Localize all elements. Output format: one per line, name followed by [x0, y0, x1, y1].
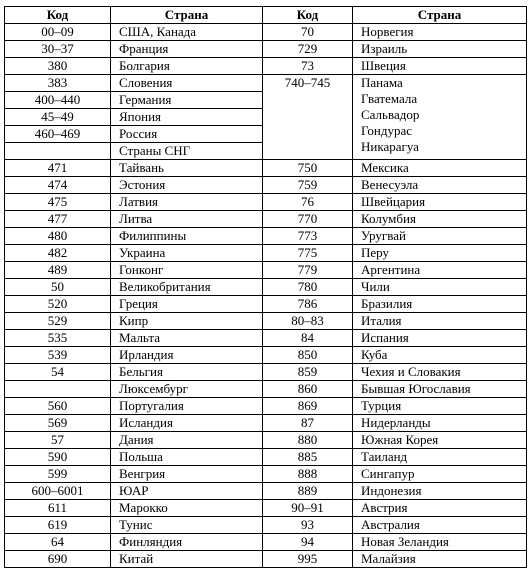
right-country-cell: Малайзия: [353, 551, 527, 568]
left-country-cell: Германия: [111, 92, 263, 109]
right-code-cell: 94: [263, 534, 353, 551]
right-code-cell: 850: [263, 347, 353, 364]
right-country-cell: Венесуэла: [353, 177, 527, 194]
right-code-cell: 90–91: [263, 500, 353, 517]
left-code-cell: 489: [5, 262, 111, 279]
table-row: [5, 262, 527, 279]
right-country-cell: Италия: [353, 313, 527, 330]
table-row: [5, 551, 527, 568]
left-country-cell: Тунис: [111, 517, 263, 534]
table-row: [5, 466, 527, 483]
right-code-cell: 729: [263, 41, 353, 58]
left-country-cell: Португалия: [111, 398, 263, 415]
left-country-cell: Венгрия: [111, 466, 263, 483]
right-code-cell: 84: [263, 330, 353, 347]
left-country-cell: Латвия: [111, 194, 263, 211]
table-row: [5, 313, 527, 330]
table-row: [5, 177, 527, 194]
left-country-cell: Франция: [111, 41, 263, 58]
right-country-cell: Австрия: [353, 500, 527, 517]
right-code-cell: 880: [263, 432, 353, 449]
left-code-cell: 471: [5, 160, 111, 177]
left-code-cell: 529: [5, 313, 111, 330]
right-group-country-cell: [353, 75, 527, 160]
right-country-cell: Чехия и Словакия: [353, 364, 527, 381]
left-country-cell: США, Канада: [111, 24, 263, 41]
left-code-cell: 380: [5, 58, 111, 75]
left-code-cell: 50: [5, 279, 111, 296]
table-row: [5, 347, 527, 364]
left-country-cell: Кипр: [111, 313, 263, 330]
right-code-cell: 889: [263, 483, 353, 500]
table-row: [5, 517, 527, 534]
table-row: [5, 75, 527, 92]
table-row: [5, 364, 527, 381]
left-code-cell: 539: [5, 347, 111, 364]
right-code-cell: 93: [263, 517, 353, 534]
left-country-cell: Люксембург: [111, 381, 263, 398]
left-country-cell: Украина: [111, 245, 263, 262]
left-code-cell: 45–49: [5, 109, 111, 126]
table-row: [5, 24, 527, 41]
left-code-cell: 00–09: [5, 24, 111, 41]
left-country-cell: Великобритания: [111, 279, 263, 296]
left-code-cell: [5, 143, 111, 160]
right-code-cell: 773: [263, 228, 353, 245]
table-row: [5, 330, 527, 347]
left-code-cell: [5, 381, 111, 398]
country-code-table: [4, 6, 527, 568]
table-row: [5, 211, 527, 228]
right-country-cell: Австралия: [353, 517, 527, 534]
right-country-cell: Аргентина: [353, 262, 527, 279]
left-code-cell: 619: [5, 517, 111, 534]
right-code-cell: 869: [263, 398, 353, 415]
right-code-cell: 859: [263, 364, 353, 381]
left-code-cell: 477: [5, 211, 111, 228]
left-country-cell: Тайвань: [111, 160, 263, 177]
left-code-cell: 474: [5, 177, 111, 194]
right-country-cell: Новая Зеландия: [353, 534, 527, 551]
right-code-cell: 770: [263, 211, 353, 228]
left-country-cell: Марокко: [111, 500, 263, 517]
left-country-cell: Финляндия: [111, 534, 263, 551]
right-code-cell: 780: [263, 279, 353, 296]
right-country-cell: Бывшая Югославия: [353, 381, 527, 398]
table-row: [5, 160, 527, 177]
table-row: [5, 245, 527, 262]
header-country-left: Страна: [111, 7, 263, 24]
right-country-cell: Сингапур: [353, 466, 527, 483]
right-group-country: Никарагуа: [361, 139, 419, 154]
left-country-cell: Филиппины: [111, 228, 263, 245]
left-country-cell: Эстония: [111, 177, 263, 194]
right-code-cell: 80–83: [263, 313, 353, 330]
header-code-right: Код: [263, 7, 353, 24]
right-country-cell: Чили: [353, 279, 527, 296]
left-code-cell: 57: [5, 432, 111, 449]
right-country-cell: Турция: [353, 398, 527, 415]
right-country-cell: Нидерланды: [353, 415, 527, 432]
left-country-cell: Литва: [111, 211, 263, 228]
right-country-cell: Южная Корея: [353, 432, 527, 449]
table-row: [5, 432, 527, 449]
right-country-cell: Швейцария: [353, 194, 527, 211]
table-row: [5, 398, 527, 415]
right-country-cell: Перу: [353, 245, 527, 262]
left-code-cell: 520: [5, 296, 111, 313]
left-code-cell: 600–6001: [5, 483, 111, 500]
right-group-country: Гондурас: [361, 123, 412, 138]
table-row: [5, 449, 527, 466]
table-row: [5, 381, 527, 398]
left-country-cell: Польша: [111, 449, 263, 466]
left-country-cell: Россия: [111, 126, 263, 143]
table-row: [5, 279, 527, 296]
left-code-cell: 482: [5, 245, 111, 262]
right-country-cell: Куба: [353, 347, 527, 364]
right-group-country: Панама: [361, 75, 403, 90]
header-row: [5, 7, 527, 24]
left-code-cell: 590: [5, 449, 111, 466]
left-country-cell: Япония: [111, 109, 263, 126]
table-row: [5, 194, 527, 211]
table-row: [5, 41, 527, 58]
right-code-cell: 885: [263, 449, 353, 466]
left-country-cell: Исландия: [111, 415, 263, 432]
table-row: [5, 415, 527, 432]
table-row: [5, 534, 527, 551]
right-code-cell: 87: [263, 415, 353, 432]
left-code-cell: 480: [5, 228, 111, 245]
header-code-left: Код: [5, 7, 111, 24]
left-code-cell: 535: [5, 330, 111, 347]
right-code-cell: 779: [263, 262, 353, 279]
right-code-cell: 995: [263, 551, 353, 568]
left-code-cell: 611: [5, 500, 111, 517]
header-country-right: Страна: [353, 7, 527, 24]
left-code-cell: 475: [5, 194, 111, 211]
right-code-cell: 860: [263, 381, 353, 398]
left-country-cell: Гонконг: [111, 262, 263, 279]
right-code-cell: 888: [263, 466, 353, 483]
right-code-cell: 70: [263, 24, 353, 41]
right-country-cell: Уругвай: [353, 228, 527, 245]
left-country-cell: Мальта: [111, 330, 263, 347]
left-country-cell: Дания: [111, 432, 263, 449]
left-country-cell: Китай: [111, 551, 263, 568]
left-country-cell: ЮАР: [111, 483, 263, 500]
right-code-cell: 73: [263, 58, 353, 75]
left-code-cell: 64: [5, 534, 111, 551]
right-country-cell: Израиль: [353, 41, 527, 58]
left-code-cell: 599: [5, 466, 111, 483]
left-code-cell: 690: [5, 551, 111, 568]
right-code-cell: 759: [263, 177, 353, 194]
right-country-cell: Норвегия: [353, 24, 527, 41]
right-group-country: Гватемала: [361, 91, 418, 106]
right-country-cell: Швеция: [353, 58, 527, 75]
left-country-cell: Болгария: [111, 58, 263, 75]
left-code-cell: 560: [5, 398, 111, 415]
table-row: [5, 228, 527, 245]
left-country-cell: Словения: [111, 75, 263, 92]
left-code-cell: 383: [5, 75, 111, 92]
left-country-cell: Бельгия: [111, 364, 263, 381]
right-country-cell: Испания: [353, 330, 527, 347]
right-country-cell: Мексика: [353, 160, 527, 177]
right-country-cell: Колумбия: [353, 211, 527, 228]
table-row: [5, 58, 527, 75]
right-group-code-cell: 740–745: [263, 75, 353, 160]
table-row: [5, 296, 527, 313]
left-code-cell: 30–37: [5, 41, 111, 58]
right-code-cell: 786: [263, 296, 353, 313]
left-country-cell: Ирландия: [111, 347, 263, 364]
right-country-cell: Таиланд: [353, 449, 527, 466]
left-country-cell: Греция: [111, 296, 263, 313]
right-code-cell: 750: [263, 160, 353, 177]
table-row: [5, 483, 527, 500]
table-row: [5, 500, 527, 517]
left-code-cell: 460–469: [5, 126, 111, 143]
left-code-cell: 400–440: [5, 92, 111, 109]
country-code-sheet: [4, 6, 527, 568]
left-code-cell: 569: [5, 415, 111, 432]
left-country-cell: Страны СНГ: [111, 143, 263, 160]
right-code-cell: 775: [263, 245, 353, 262]
left-code-cell: 54: [5, 364, 111, 381]
right-country-cell: Бразилия: [353, 296, 527, 313]
right-country-cell: Индонезия: [353, 483, 527, 500]
right-code-cell: 76: [263, 194, 353, 211]
right-group-country: Сальвадор: [361, 107, 420, 122]
